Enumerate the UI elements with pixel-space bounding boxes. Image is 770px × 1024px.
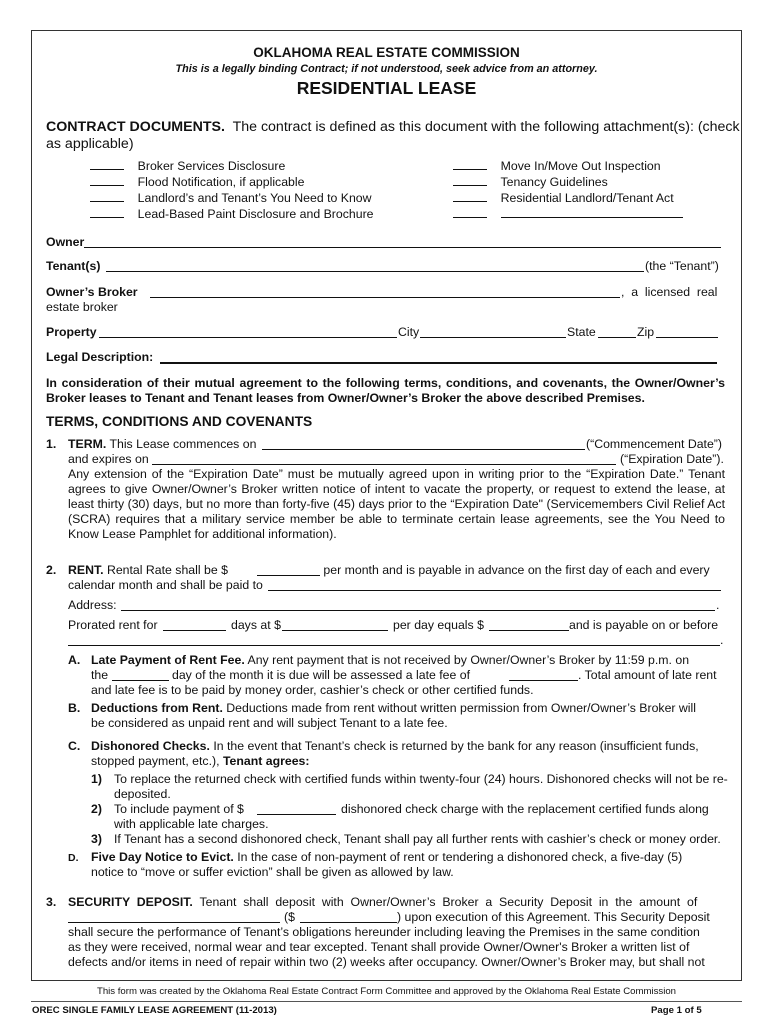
paid-to-field[interactable]	[268, 579, 721, 591]
rent-line-1: RENT. Rental Rate shall be $	[68, 563, 228, 577]
contract-docs-intro-2: as applicable)	[46, 136, 134, 152]
contract-docs-heading: CONTRACT DOCUMENTS.	[46, 119, 225, 135]
commencement-suffix: (“Commencement Date”)	[586, 437, 722, 451]
deposit-paren-open: ($	[284, 910, 295, 924]
dishonored-item-2c: with applicable late charges.	[114, 817, 269, 831]
late-fee-line-2: day of the month it is due will be assessed a late fee of	[172, 668, 471, 682]
deposit-line-1: SECURITY DEPOSIT. Tenant shall deposit with Owner/Owner’s Broker a Security Deposit in the amount of	[68, 895, 698, 909]
term-body: Any extension of the “Expiration Date” must be mutually agreed upon in writing prior to the “Expiration Date.” Tenant agrees to give Owner/Owner’s Broker written notice of intent to vacate the property, or request to extend the lease, at least thirty (30) days, but no more than forty-five (45) days prior to the “Expiration Date" (Servicemembers Civil Relief Act (SCRA) requires that a military service member be able to terminate certain lease agreements, see the You Need to Know Lease Pamphlet for additional information).	[68, 467, 725, 541]
prorated-date-field[interactable]	[68, 634, 720, 646]
rent-line-2: calendar month and shall be paid to	[68, 578, 263, 592]
consideration-paragraph: In consideration of their mutual agreement to the following terms, conditions, and covenants, the Owner/Owner’s Broker leases to Tenant and Tenant leases from Owner/Owner’s Broker the above described Premises.	[46, 376, 725, 405]
attachment-item[interactable]: Landlord’s and Tenant’s You Need to Know	[90, 190, 374, 206]
deposit-line-5: defects and/or items in need of repair within two (2) weeks after occupancy. Owner/Owner’s Broker may, but shall not	[68, 955, 705, 969]
dishonored-line-1: Dishonored Checks. In the event that Tenant’s check is returned by the bank for any reason (insufficient funds,	[91, 739, 699, 753]
prorated-period: .	[720, 633, 724, 647]
city-label: City	[398, 325, 420, 339]
late-fee-line-1: Late Payment of Rent Fee. Any rent payment that is not received by Owner/Owner’s Broker by 11:59 p.m. on	[91, 653, 690, 667]
dishonored-item-1-num: 1)	[91, 772, 102, 786]
deductions-line-1: Deductions from Rent. Deductions made from rent without written permission from Owner/Owner’s Broker will	[91, 701, 697, 715]
attachment-item[interactable]: Broker Services Disclosure	[90, 158, 374, 174]
commencement-date-field[interactable]	[262, 438, 585, 450]
page-number: Page 1 of 5	[651, 1005, 702, 1016]
expiration-date-field[interactable]	[152, 453, 616, 465]
state-label: State	[567, 325, 596, 339]
broker-suffix-2: estate broker	[46, 300, 118, 314]
footer-divider	[31, 1001, 742, 1002]
expiration-suffix: (“Expiration Date”).	[620, 452, 724, 466]
attachment-item[interactable]: Flood Notification, if applicable	[90, 174, 374, 190]
rent-number: 2.	[46, 563, 57, 577]
deposit-number: 3.	[46, 895, 57, 909]
dishonored-item-2-num: 2)	[91, 802, 102, 816]
terms-heading: TERMS, CONDITIONS AND COVENANTS	[46, 414, 313, 429]
property-label: Property	[46, 325, 97, 339]
zip-field[interactable]	[656, 326, 718, 338]
dishonored-letter: C.	[68, 739, 81, 753]
prorated-suffix: and is payable on or before	[569, 618, 719, 632]
org-name: OKLAHOMA REAL ESTATE COMMISSION	[253, 45, 520, 60]
legal-description-label: Legal Description:	[46, 350, 154, 364]
contract-docs-intro: CONTRACT DOCUMENTS. The contract is defined as this document with the following attachment(s): (check	[46, 119, 740, 135]
term-line-2: and expires on	[68, 452, 149, 466]
prorated-days-label: days at $	[231, 618, 281, 632]
deposit-amount-words-field[interactable]	[68, 911, 280, 923]
attachment-item[interactable]: Tenancy Guidelines	[453, 174, 683, 190]
state-field[interactable]	[598, 326, 636, 338]
deposit-line-4: as they were received, normal wear and tear excepted. Tenant shall provide Owner/Owner's Broker a written list of	[68, 940, 690, 954]
tenant-suffix: (the “Tenant”)	[645, 259, 719, 273]
term-line-1: TERM. This Lease commences on	[68, 437, 257, 451]
dishonored-item-1: To replace the returned check with certified funds within twenty-four (24) hours. Dishonored checks will not be re-	[114, 772, 728, 786]
term-number: 1.	[46, 437, 57, 451]
form-id: OREC SINGLE FAMILY LEASE AGREEMENT (11-2013)	[32, 1005, 277, 1016]
tenant-field[interactable]	[106, 260, 644, 272]
late-fee-amount-field[interactable]	[509, 669, 578, 681]
rental-rate-field[interactable]	[257, 564, 320, 576]
evict-letter: D.	[68, 852, 79, 864]
evict-line-2: notice to “move or suffer eviction” shall be given as allowed by law.	[91, 865, 454, 879]
address-label: Address:	[68, 598, 117, 612]
late-fee-day-field[interactable]	[112, 669, 169, 681]
deposit-line-3: shall secure the performance of Tenant’s obligations hereunder including leaving the Premises in the same condition	[68, 925, 700, 939]
attachment-item-other[interactable]	[453, 206, 683, 222]
deposit-line-2: ) upon execution of this Agreement. This Security Deposit	[397, 910, 710, 924]
dishonored-item-3: If Tenant has a second dishonored check, Tenant shall pay all further rents with cashier’s check or money order.	[114, 832, 721, 846]
owner-field[interactable]	[84, 236, 721, 248]
zip-label: Zip	[637, 325, 655, 339]
subtitle: This is a legally binding Contract; if not understood, seek advice from an attorney.	[175, 63, 598, 75]
prorated-daily-field[interactable]	[282, 619, 388, 631]
dishonored-charge-field[interactable]	[257, 803, 336, 815]
city-field[interactable]	[420, 326, 566, 338]
prorated-days-field[interactable]	[163, 619, 226, 631]
dishonored-item-2: To include payment of $	[114, 802, 244, 816]
address-period: .	[716, 598, 720, 612]
deductions-letter: B.	[68, 701, 81, 715]
address-field[interactable]	[121, 599, 715, 611]
property-field[interactable]	[99, 326, 397, 338]
dishonored-item-1b: deposited.	[114, 787, 171, 801]
page-title: RESIDENTIAL LEASE	[296, 78, 477, 98]
attachment-item[interactable]: Lead-Based Paint Disclosure and Brochure	[90, 206, 374, 222]
late-fee-line-2b: . Total amount of late rent	[578, 668, 717, 682]
deductions-line-2: be considered as unpaid rent and will subject Tenant to a late fee.	[91, 716, 448, 730]
attachment-item[interactable]: Move In/Move Out Inspection	[453, 158, 683, 174]
broker-field[interactable]	[150, 286, 620, 298]
attachment-list-right	[453, 158, 683, 222]
owner-label: Owner	[46, 235, 85, 249]
late-fee-line-3: and late fee is to be paid by money order, cashier’s check or other certified funds.	[91, 683, 534, 697]
dishonored-line-2: stopped payment, etc.), Tenant agrees:	[91, 754, 310, 768]
evict-line-1: Five Day Notice to Evict. In the case of non-payment of rent or tendering a dishonored check, a five-day (5)	[91, 850, 683, 864]
rent-line-1b: per month and is payable in advance on the first day of each and every	[320, 563, 710, 577]
prorated-total-field[interactable]	[489, 619, 569, 631]
dishonored-item-2b: dishonored check charge with the replacement certified funds along	[341, 802, 709, 816]
legal-description-field[interactable]	[160, 351, 717, 364]
attachment-item[interactable]: Residential Landlord/Tenant Act	[453, 190, 683, 206]
prorated-label: Prorated rent for	[68, 618, 158, 632]
footer-note: This form was created by the Oklahoma Real Estate Contract Form Committee and approved by the Oklahoma Real Estate Commission	[96, 986, 677, 997]
dishonored-item-3-num: 3)	[91, 832, 102, 846]
tenant-label: Tenant(s)	[46, 259, 101, 273]
broker-label: Owner’s Broker	[46, 285, 138, 299]
prorated-total-label: per day equals $	[393, 618, 484, 632]
deposit-amount-field[interactable]	[300, 911, 397, 923]
late-fee-the: the	[91, 668, 109, 682]
late-fee-letter: A.	[68, 653, 81, 667]
attachment-list-left	[90, 158, 374, 222]
broker-suffix: , a licensed real	[621, 285, 718, 299]
